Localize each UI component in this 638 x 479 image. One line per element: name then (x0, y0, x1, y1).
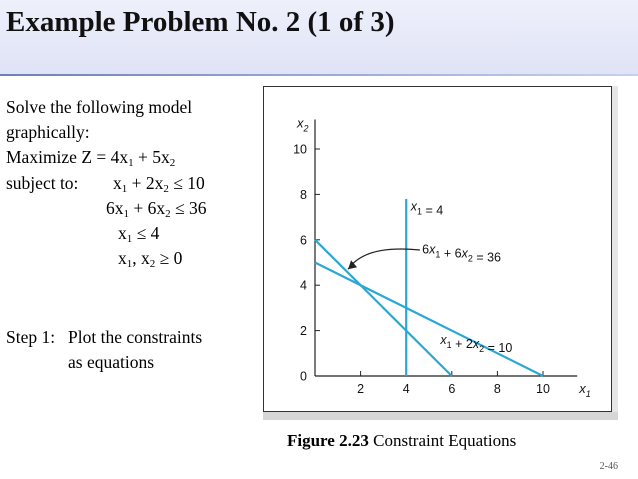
step-text-line-2: as equations (68, 352, 155, 372)
subject-to-label: subject to: (6, 173, 79, 193)
title-bar (0, 0, 638, 74)
x-tick-label: 2 (357, 382, 365, 396)
figure-shadow-bottom (263, 412, 618, 420)
x-tick-label: 4 (402, 382, 410, 396)
annotation-label-2: $6x_1 + 6x_2 = 36$ (422, 242, 502, 265)
constraint-1: $x_1 + 2x_2 \le 10$ (113, 173, 205, 195)
constraint-graph (263, 86, 612, 412)
constraint-3: $x_1 \le 4$ (118, 223, 160, 245)
caption-text: Constraint Equations (368, 431, 517, 450)
y-tick-label: 0 (300, 369, 307, 384)
title-divider (0, 74, 638, 76)
y-tick-label: 4 (300, 278, 307, 293)
figure-shadow-right (612, 86, 618, 412)
y-axis-label: $x_2$ (297, 115, 309, 134)
y-tick-label: 2 (300, 324, 307, 339)
intro-line-2: graphically: (6, 122, 90, 142)
y-tick-label: 8 (300, 187, 307, 202)
x-axis-label: $x_1$ (579, 381, 591, 399)
slide-title: Example Problem No. 2 (1 of 3) (6, 6, 395, 38)
intro-line-1: Solve the following model (6, 97, 193, 117)
figure-frame (263, 86, 612, 412)
y-tick-label: 10 (293, 142, 307, 157)
constraint-2: $6x_1 + 6x_2 \le 36$ (106, 198, 207, 220)
caption-figure-number: Figure 2.23 (287, 431, 369, 450)
figure-caption (287, 431, 516, 451)
constraint-4: $x_1$, $x_2 \ge 0$ (118, 248, 183, 270)
objective-function: Maximize $Z = 4x_1 + 5x_2$ (6, 147, 176, 169)
x-tick-label: 10 (536, 382, 550, 396)
annotation-label-3: $x_1 + 2x_2 = 10$ (440, 333, 513, 356)
page-number: 2-46 (599, 461, 618, 472)
x-tick-label: 6 (448, 382, 456, 396)
step-text-line-1: Plot the constraints (68, 327, 203, 347)
x-tick-label: 8 (493, 382, 501, 396)
y-tick-label: 6 (300, 233, 307, 248)
annotation-label-1: $x_1 = 4$ (410, 199, 444, 218)
step-label: Step 1: (6, 327, 56, 347)
